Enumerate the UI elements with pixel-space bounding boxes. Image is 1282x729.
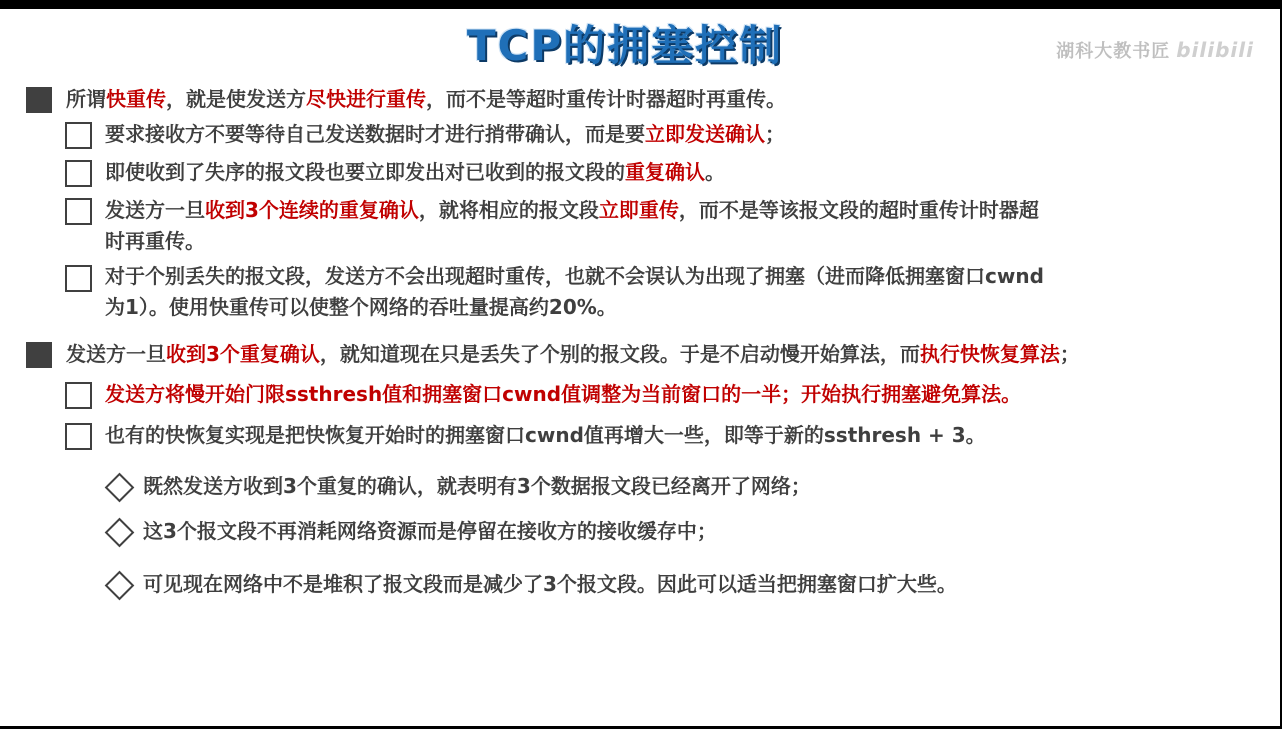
highlight-text: 立即重传 [598, 198, 679, 222]
text-run: ； [765, 122, 785, 146]
item-text [105, 156, 725, 188]
section1-item-3 [105, 194, 1039, 226]
text-run: 也有的快恢复实现是把快恢复开始时的拥塞窗口cwnd值再增大一些，即等于新的ssthresh + 3。 [105, 423, 986, 447]
section1-item-4-cont [105, 291, 617, 323]
section2-subitem-2 [143, 515, 717, 547]
bilibili-logo: bilibili [1176, 38, 1254, 62]
checkbox-icon [65, 382, 92, 409]
section2-subitem-1 [143, 470, 811, 502]
item-text [105, 260, 1044, 292]
section1-text [66, 83, 786, 115]
checkbox-icon [65, 265, 92, 292]
item-text [105, 118, 785, 150]
checkbox-icon [65, 423, 92, 450]
highlight-text: 快重传 [106, 87, 166, 111]
highlight-text: 执行快恢复算法 [919, 342, 1060, 366]
subitem-text: 可见现在网络中不是堆积了报文段而是减少了3个报文段。因此可以适当把拥塞窗口扩大些。 [143, 572, 957, 596]
item-text [105, 194, 1039, 226]
checkbox-icon [65, 122, 92, 149]
text-run: 对于个别丢失的报文段，发送方不会出现超时重传，也就不会误认为出现了拥塞（进而降低拥塞窗口cwnd [105, 264, 1044, 288]
highlight-text: 收到3个连续的重复确认 [205, 198, 419, 222]
section1-item-4 [105, 260, 1044, 292]
text-run: 。 [705, 160, 725, 184]
highlight-text: 立即发送确认 [645, 122, 765, 146]
item-text [105, 419, 986, 451]
highlight-text: 发送方将慢开始门限ssthresh值和拥塞窗口cwnd值调整为当前窗口的一半；开始执行拥塞避免算法。 [105, 382, 1022, 406]
checkbox-icon [65, 160, 92, 187]
subitem-text: 既然发送方收到3个重复的确认，就表明有3个数据报文段已经离开了网络； [143, 474, 811, 498]
section1-heading [66, 83, 786, 115]
text-run: 发送方一旦 [105, 198, 205, 222]
section2-heading [66, 338, 1080, 370]
slide-title: TCP的拥塞控制 [466, 21, 784, 70]
section1-item-2 [105, 156, 725, 188]
highlight-text: 重复确认 [625, 160, 705, 184]
text-run: ，而不是等超时重传计时器超时再重传。 [426, 87, 786, 111]
item-text [105, 378, 1021, 410]
diamond-bullet-icon [105, 571, 135, 601]
item-text-cont: 时再重传。 [105, 229, 205, 253]
diamond-bullet-icon [105, 473, 135, 503]
text-run: 要求接收方不要等待自己发送数据时才进行捎带确认，而是要 [105, 122, 645, 146]
text-run: ，就是使发送方 [166, 87, 306, 111]
text-run: ，就知道现在只是丢失了个别的报文段。于是不启动慢开始算法，而 [319, 342, 920, 366]
item-text-cont: 为1）。使用快重传可以使整个网络的吞吐量提高约20%。 [105, 295, 617, 319]
square-bullet-icon [26, 87, 52, 113]
watermark [1056, 37, 1254, 63]
section2-subitem-3 [143, 568, 957, 600]
section2-item-1 [105, 378, 1021, 410]
checkbox-icon [65, 198, 92, 225]
text-run: ； [1059, 342, 1080, 366]
highlight-text: 尽快进行重传 [306, 87, 426, 111]
text-run: 发送方一旦 [66, 342, 166, 366]
square-bullet-icon [26, 342, 52, 368]
diamond-bullet-icon [105, 518, 135, 548]
subitem-text: 这3个报文段不再消耗网络资源而是停留在接收方的接收缓存中； [143, 519, 717, 543]
text-run: 所谓 [66, 87, 106, 111]
section2-item-2 [105, 419, 986, 451]
section1-item-1 [105, 118, 785, 150]
section1-item-3-cont [105, 225, 205, 257]
text-run: ，而不是等该报文段的超时重传计时器超 [678, 198, 1039, 222]
highlight-text: 收到3个重复确认 [166, 342, 320, 366]
watermark-text: 湖科大教书匠 [1056, 41, 1171, 62]
section2-text [66, 338, 1080, 370]
slide [0, 9, 1282, 729]
text-run: 即使收到了失序的报文段也要立即发出对已收到的报文段的 [105, 160, 625, 184]
text-run: ，就将相应的报文段 [418, 198, 599, 222]
